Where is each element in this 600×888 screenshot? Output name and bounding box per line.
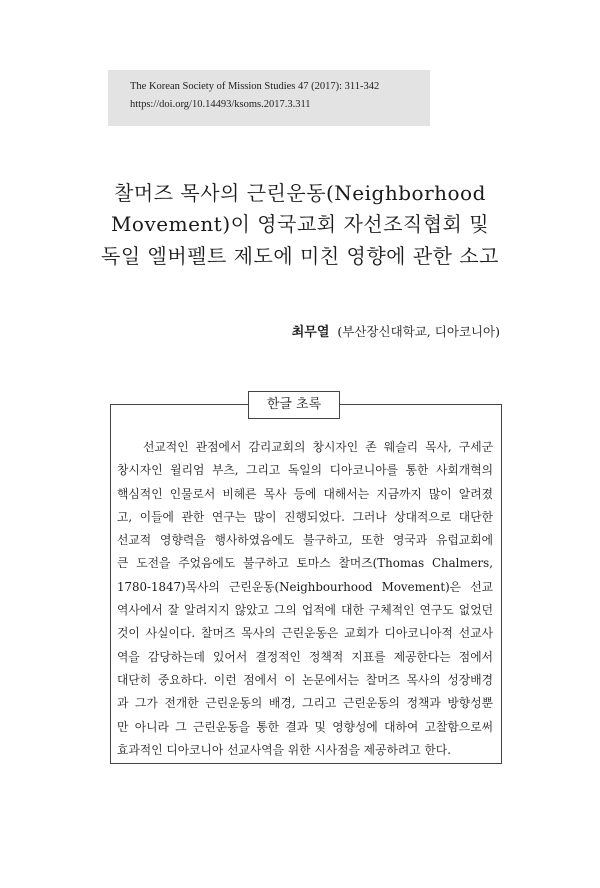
title-line-2: Movement)이 영국교회 자선조직협회 및	[110, 212, 490, 236]
abstract-line: 고, 이들에 관한 연구는 많이 진행되었다. 그러나 상대적으로 대단한	[117, 509, 493, 524]
title-line-3: 독일 엘버펠트 제도에 미친 영향에 관한 소고	[101, 244, 499, 268]
abstract-line: 창시자인 윌리엄 부츠, 그리고 독일의 디아코니아를 통한 사회개혁의	[117, 463, 493, 478]
doi-link[interactable]: https://doi.org/10.14493/ksoms.2017.3.311	[130, 99, 311, 110]
abstract-line: 핵심적인 인물로서 비헤른 목사 등에 대해서는 지금까지 많이 알려졌	[117, 486, 493, 501]
abstract-line: 선교적 영향력을 행사하였음에도 불구하고, 또한 영국과 유럽교회에	[117, 533, 493, 548]
abstract-line: 효과적인 디아코니아 선교사역을 위한 시사점을 제공하려고 한다.	[117, 742, 451, 757]
abstract-line: 선교적인 관점에서 감리교회의 창시자인 존 웨슬리 목사, 구세군	[143, 440, 493, 454]
abstract-line: 역을 감당하는데 있어서 결정적인 정책적 지표를 제공한다는 점에서	[117, 649, 493, 664]
abstract-line: 큰 도전을 주었음에도 불구하고 토마스 찰머즈(Thomas Chalmers,	[117, 556, 493, 571]
abstract-line: 만 아니라 그 근린운동을 통한 결과 및 영향성에 대하여 고찰함으로써	[117, 719, 493, 734]
abstract-body	[117, 436, 493, 762]
abstract-line: 대단히 중요하다. 이런 점에서 이 논문에서는 찰머즈 목사의 성장배경	[117, 672, 493, 687]
abstract-line: 1780-1847)목사의 근린운동(Neighbourhood Movement)은 선교	[117, 579, 493, 594]
abstract-heading: 한글 초록	[248, 391, 340, 419]
title-line-1: 찰머즈 목사의 근린운동(Neighborhood	[114, 181, 486, 205]
author-line	[292, 321, 500, 340]
author-name: 최무열	[291, 325, 330, 340]
journal-citation: The Korean Society of Mission Studies 47 (2017): 311-342	[130, 81, 380, 92]
abstract-line: 것이 사실이다. 찰머즈 목사의 근린운동은 교회가 디아코니아적 선교사	[117, 626, 493, 641]
abstract-line: 과 그가 전개한 근린운동의 배경, 그리고 근린운동의 정책과 방향성뿐	[117, 696, 493, 711]
abstract-line: 역사에서 잘 알려지지 않았고 그의 업적에 대한 구체적인 연구도 없었던	[117, 603, 493, 618]
citation-header	[108, 70, 430, 126]
author-affiliation: (부산장신대학교, 디아코니아)	[337, 324, 500, 339]
